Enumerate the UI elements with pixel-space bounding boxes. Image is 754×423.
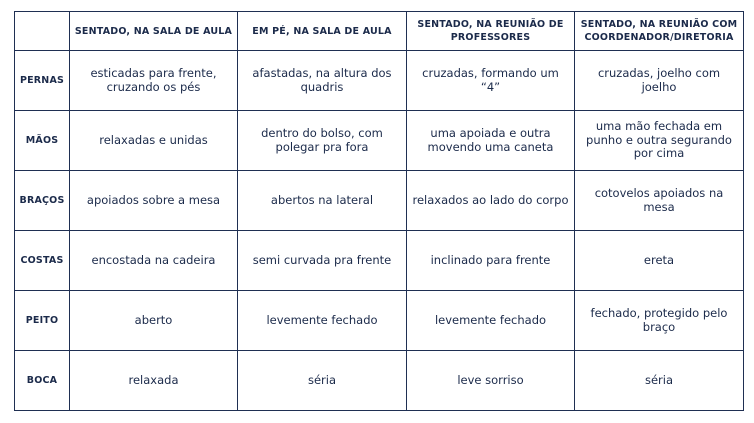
row-header: PERNAS: [15, 51, 70, 111]
row-header: PEITO: [15, 291, 70, 351]
table-cell: ereta: [575, 231, 744, 291]
table-row: [15, 51, 744, 111]
row-header: BOCA: [15, 351, 70, 411]
table-cell: séria: [238, 351, 407, 411]
table-row: [15, 231, 744, 291]
column-header: EM PÉ, NA SALA DE AULA: [238, 12, 407, 51]
table-cell: levemente fechado: [238, 291, 407, 351]
table-cell: relaxada: [70, 351, 238, 411]
table-cell: encostada na cadeira: [70, 231, 238, 291]
table-cell: fechado, protegido pelo braço: [575, 291, 744, 351]
row-header: COSTAS: [15, 231, 70, 291]
table-cell: séria: [575, 351, 744, 411]
body-language-table: [14, 11, 744, 411]
table-row: [15, 111, 744, 171]
table-cell: esticadas para frente, cruzando os pés: [70, 51, 238, 111]
table-cell: semi curvada pra frente: [238, 231, 407, 291]
header-row: [15, 12, 744, 51]
table-cell: dentro do bolso, com polegar pra fora: [238, 111, 407, 171]
table-cell: aberto: [70, 291, 238, 351]
table-cell: uma mão fechada em punho e outra segurando por cima: [575, 111, 744, 171]
table-cell: levemente fechado: [407, 291, 575, 351]
table-cell: relaxados ao lado do corpo: [407, 171, 575, 231]
table-cell: uma apoiada e outra movendo uma caneta: [407, 111, 575, 171]
table-cell: inclinado para frente: [407, 231, 575, 291]
table-cell: relaxadas e unidas: [70, 111, 238, 171]
table-row: [15, 351, 744, 411]
table-cell: afastadas, na altura dos quadris: [238, 51, 407, 111]
column-header: SENTADO, NA SALA DE AULA: [70, 12, 238, 51]
table-row: [15, 291, 744, 351]
table-cell: leve sorriso: [407, 351, 575, 411]
row-header: BRAÇOS: [15, 171, 70, 231]
column-header: SENTADO, NA REUNIÃO DE PROFESSORES: [407, 12, 575, 51]
table-cell: apoiados sobre a mesa: [70, 171, 238, 231]
row-header: MÃOS: [15, 111, 70, 171]
corner-cell: [15, 12, 70, 51]
table-cell: cotovelos apoiados na mesa: [575, 171, 744, 231]
column-header: SENTADO, NA REUNIÃO COM COORDENADOR/DIRETORIA: [575, 12, 744, 51]
table-cell: abertos na lateral: [238, 171, 407, 231]
table-row: [15, 171, 744, 231]
table-cell: cruzadas, formando um “4”: [407, 51, 575, 111]
body-language-table-container: [14, 11, 744, 411]
table-cell: cruzadas, joelho com joelho: [575, 51, 744, 111]
